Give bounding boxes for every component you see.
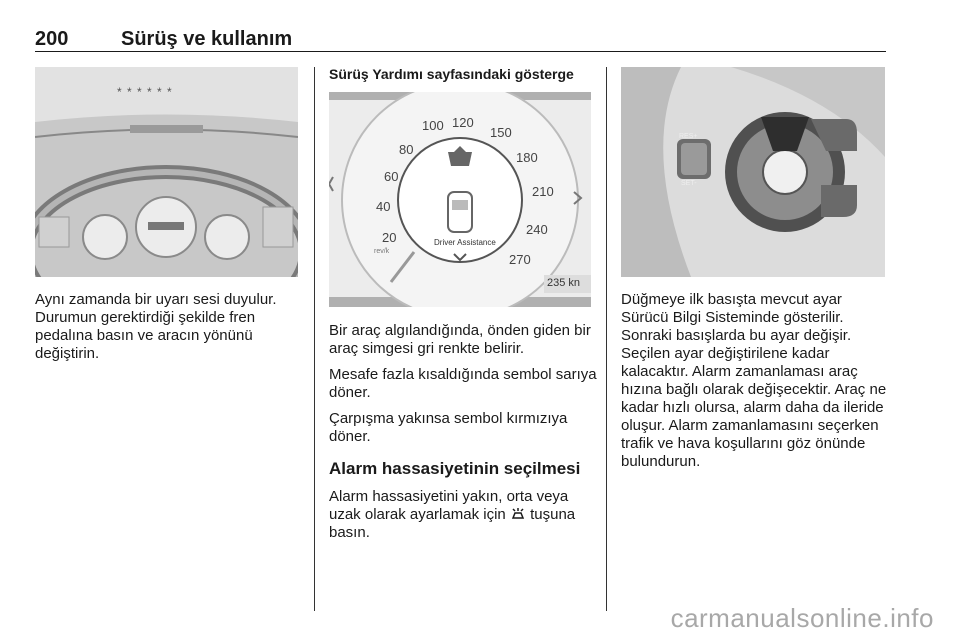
- gauge-tick-240: 240: [526, 222, 548, 237]
- res-button-label: RES+: [679, 133, 698, 140]
- car-alert-sensitivity-icon: [510, 507, 526, 521]
- column-divider-2: [606, 67, 607, 611]
- col2-paragraph-4-start: Alarm hassasiyetini yakın, orta veya uzak olarak ayarlamak için: [329, 488, 569, 523]
- alarm-sensitivity-heading: Alarm hassasiyetinin seçilmesi: [329, 459, 581, 478]
- rpm-label: rev/k: [374, 248, 390, 255]
- steering-wheel-controls-illustration: [621, 67, 885, 277]
- gauge-caption: Sürüş Yardımı sayfasındaki gösterge: [329, 66, 574, 82]
- page-header: [35, 28, 886, 52]
- col2-paragraph-4-end: tuşuna basın.: [329, 506, 576, 541]
- gauge-tick-150: 150: [490, 125, 512, 140]
- windshield-warning-lights: * * * * * *: [117, 85, 173, 99]
- col2-paragraph-2: Mesafe fazla kısaldığında sembol sarıya döner.: [329, 366, 597, 401]
- col2-paragraph-3: Çarpışma yakınsa sembol kırmızıya döner.: [329, 410, 568, 445]
- gauge-tick-100: 100: [422, 118, 444, 133]
- watermark: carmanualsonline.info: [670, 603, 934, 633]
- gauge-tick-40: 40: [376, 199, 391, 214]
- col2-paragraph-4: [329, 488, 597, 542]
- gauge-tick-180: 180: [516, 150, 538, 165]
- col3-paragraph: Düğmeye ilk basışta mevcut ayar Sürücü Bilgi Sisteminde gösterilir. Sonraki basışlarda bu ayar değişir. Seçilen ayar değiştirilene kadar kalacaktır. Alarm zamanlaması araç hızına bağlı olarak değişecektir. Araç ne kadar hızlı olursa, alarm daha da ileride oluşur. Alarm zamanlamasını seçerken trafik ve hava koşullarını göz önünde bulundurun.: [621, 291, 887, 470]
- header-rule: [35, 51, 886, 52]
- gauge-tick-210: 210: [532, 184, 554, 199]
- gauge-tick-270: 270: [509, 252, 531, 267]
- col2-paragraph-1: Bir araç algılandığında, önden giden bir araç simgesi gri renkte belirir.: [329, 322, 591, 357]
- column-2-text: [329, 322, 597, 550]
- steering-wheel-controls-icon: [621, 67, 885, 277]
- col1-paragraph: Aynı zamanda bir uyarı sesi duyulur. Durumun gerektirdiği şekilde fren pedalına basın ve aracın yönünü değiştirin.: [35, 291, 277, 362]
- column-divider-1: [314, 67, 315, 611]
- dashboard-illustration: [35, 67, 298, 277]
- speedometer-illustration: [329, 92, 591, 307]
- gauge-tick-20: 20: [382, 230, 397, 245]
- gauge-tick-120: 120: [452, 115, 474, 130]
- column-1-text: [35, 291, 303, 371]
- gauge-tick-80: 80: [399, 142, 414, 157]
- gauge-tick-60: 60: [384, 169, 399, 184]
- set-button-label: SET-: [681, 180, 697, 187]
- odometer-readout: 235 kn: [547, 277, 581, 289]
- gauge-center-label: Driver Assistance: [434, 238, 496, 247]
- column-3-text: [621, 291, 891, 479]
- section-title: Sürüş ve kullanım: [121, 28, 293, 50]
- page-number: 200: [35, 28, 69, 50]
